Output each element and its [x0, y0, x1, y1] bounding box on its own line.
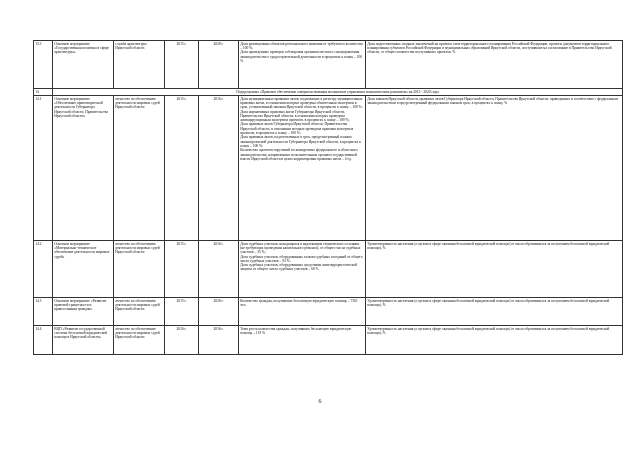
- end-year: 2020 г.: [199, 297, 239, 325]
- measure-name: Основное мероприятие «Государственная политика в сфере архитектуры»: [53, 41, 114, 89]
- expected-result: Доля судебных участков, находящихся в надлежащем техническом состоянии (не требующих проведения капитального ремонта), от общего числа судебных участков – 35 %; Доля судебных участков, оборудованных залами судебных заседаний от общего числа судебных участков – 93 %; Доля судебных участков, оборудованных средствами антитеррористической защиты от общего числа судебных участков – 60 %: [239, 240, 366, 297]
- indicator: Доля подготовленных сводных заключений на проекты схем территориального планирования Российской Федерации, проекты документов территориального планирования субъектов Российской Федерации и муниципальных образований Иркутской области, поступившие на согласование в Правительство Иркутской области, от общего количества поступивших проектов, %: [366, 41, 623, 89]
- expected-result: Темп роста количества граждан, получивших бесплатную юридическую помощь – 119 %: [239, 325, 366, 354]
- start-year: 2015 г.: [165, 41, 199, 89]
- measure-name: ВЦП «Развитие государственной системы бесплатной юридической помощи в Иркутской области»: [53, 325, 114, 354]
- executor: агентство по обеспечению деятельности мировых судей Иркутской области: [114, 325, 165, 354]
- start-year: 2015 г.: [165, 297, 199, 325]
- table-row: [34, 95, 623, 240]
- measure-name: Основное мероприятие «Развитие правовой грамотности и правосознания граждан»: [53, 297, 114, 325]
- indicator: Удовлетворенность населения услугами в сфере оказания бесплатной юридической помощи (от числа обратившихся за получением бесплатной юридической помощи), %: [366, 325, 623, 354]
- start-year: 2016 г.: [165, 325, 199, 354]
- end-year: 2016 г.: [199, 95, 239, 240]
- indicator: Удовлетворенность населения услугами в сфере оказания бесплатной юридической помощи (от числа обратившихся за получением бесплатной юридической помощи), %: [366, 297, 623, 325]
- row-number: 14.1: [34, 95, 53, 240]
- start-year: 2015 г.: [165, 240, 199, 297]
- page-number: 6: [318, 399, 322, 405]
- executor: агентство по обеспечению деятельности мировых судей Иркутской области: [114, 297, 165, 325]
- executor: агентство по обеспечению деятельности мировых судей Иркутской области: [114, 240, 165, 297]
- executor: служба архитектуры Иркутской области: [114, 41, 165, 89]
- end-year: 2016 г.: [199, 240, 239, 297]
- end-year: 2016 г.: [199, 325, 239, 354]
- table-row: [34, 325, 623, 354]
- end-year: 2020 г.: [199, 41, 239, 89]
- table-row: [34, 41, 623, 89]
- subprogram-title: Подпрограмма «Правовое обеспечение совершенствования механизмов управления экономическим развитием» на 2015 - 2020 годы: [53, 89, 623, 96]
- table-row: [34, 240, 623, 297]
- indicator: Доля законов Иркутской области, правовых актов Губернатора Иркутской области, Правительства Иркутской области, приведенных в соответствие с федеральным законодательством в предусмотренный федеральным законом срок, в процентах к плану, %: [366, 95, 623, 240]
- measure-name: Основное мероприятие «Материально-техническое обеспечение деятельности мировых судей»: [53, 240, 114, 297]
- program-table: [33, 40, 623, 355]
- measure-name: Основное мероприятие «Обеспечение правотворческой деятельности Губернатора Иркутской области, Правительства Иркутской области»: [53, 95, 114, 240]
- subprogram-row: [34, 89, 623, 96]
- row-number: 14: [34, 89, 53, 96]
- expected-result: Доля муниципальных правовых актов, подлежащих к регистру муниципальных правовых актов, в отношении которых проведена обязательная экспертиза в срок, установленный законом Иркутской области, в процентах к плану – 100 %; Доля нормативных правовых актов Губернатора Иркутской области, Правительства Иркутской области, в отношении которых проведена антикоррупционная экспертиза проектов, в процентах к плану – 100 %; Доля правовых актов Губернатора Иркутской области, Правительства Иркутской области, в отношении которых проведена правовая экспертиза проектов, в процентах к плану – 100 %; Доля правовых актов, подготовленных в срок, предусмотренный планом законопроектной деятельности Губернатора Иркутской области, в процентах к плану – 100 %; Количество проектов поручений по конкурентно федерального и областного законодательства, направленных исполнительным органам государственной власти Иркутской области в целях корректировки правовых актов – 4 ед.: [239, 95, 366, 240]
- expected-result: Количество граждан, получивших бесплатную юридическую помощь – 7301 чел.: [239, 297, 366, 325]
- start-year: 2015 г.: [165, 95, 199, 240]
- executor: агентство по обеспечению деятельности мировых судей Иркутской области: [114, 95, 165, 240]
- expected-result: Доля размещенных объектов регионального значения от требуемого количества – 100 %; Доля проведенных проверок соблюдения органами местного самоуправления законодательства о градостроительной деятельности в процентах к плану – 100 %: [239, 41, 366, 89]
- indicator: Удовлетворенность населения услугами в сфере оказания бесплатной юридической помощи (от числа обратившихся за получением бесплатной юридической помощи), %: [366, 240, 623, 297]
- row-number: 14.4: [34, 325, 53, 354]
- row-number: 13.3: [34, 41, 53, 89]
- row-number: 14.3: [34, 297, 53, 325]
- table-row: [34, 297, 623, 325]
- row-number: 14.2: [34, 240, 53, 297]
